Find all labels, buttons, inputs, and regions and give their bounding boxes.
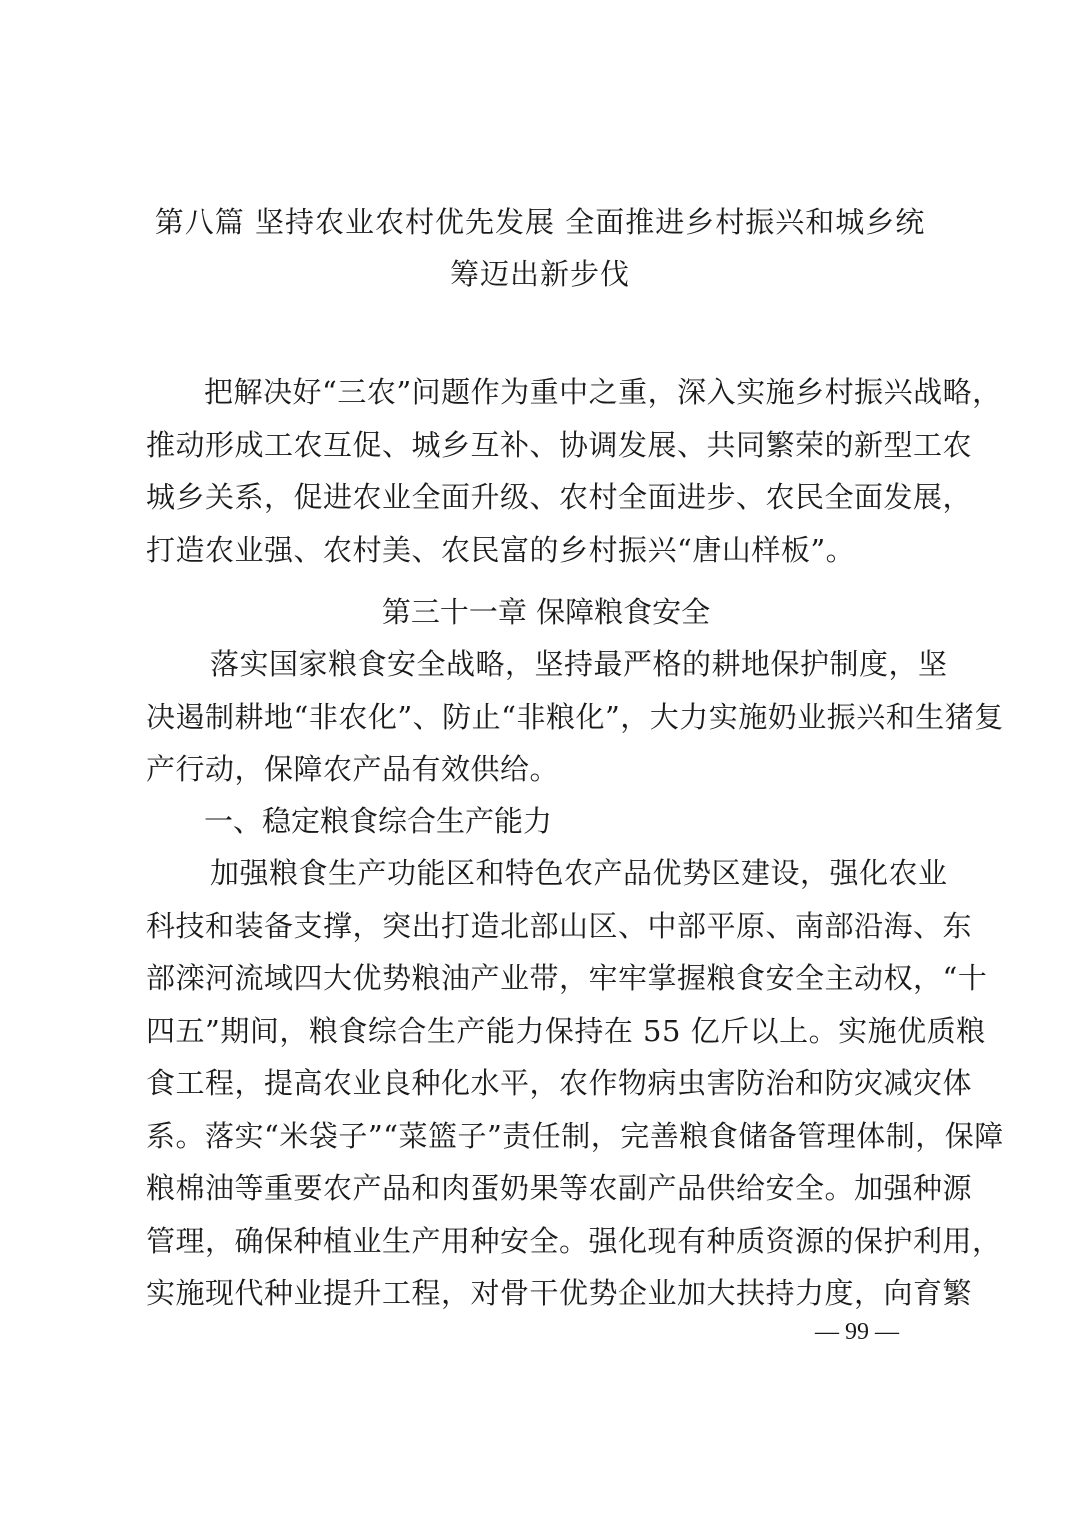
section-line: 粮棉油等重要农产品和肉蛋奶果等农副产品供给安全。加强种源	[146, 1171, 973, 1205]
part-title-line-1: 第八篇 坚持农业农村优先发展 全面推进乡村振兴和城乡统	[154, 205, 926, 239]
section-line: 四五”期间，粮食综合生产能力保持在 55 亿斤以上。实施优质粮	[146, 1013, 986, 1048]
part-title-line-2: 筹迈出新步伐	[449, 257, 630, 291]
section-line: 科技和装备支撑，突出打造北部山区、中部平原、南部沿海、东	[146, 908, 973, 943]
section-line: 食工程，提高农业良种化水平，农作物病虫害防治和防灾减灾体	[146, 1066, 973, 1100]
chapter-intro-paragraph	[146, 638, 1004, 796]
section-title: 一、稳定粮食综合生产能力	[204, 804, 553, 838]
section-line: 实施现代种业提升工程，对骨干优势企业加大扶持力度，向育繁	[146, 1276, 973, 1310]
chapter-intro-line: 决遏制耕地“非农化”、防止“非粮化”，大力实施奶业振兴和生猪复	[146, 699, 1004, 734]
chapter-intro-line: 落实国家粮食安全战略，坚持最严格的耕地保护制度，坚	[210, 647, 948, 681]
intro-paragraph	[146, 366, 1002, 576]
intro-line: 把解决好“三农”问题作为重中之重，深入实施乡村振兴战略，	[204, 375, 1002, 409]
chapter-title: 第三十一章 保障粮食安全	[381, 595, 711, 629]
section-line: 加强粮食生产功能区和特色农产品优势区建设，强化农业	[210, 856, 948, 890]
intro-line: 打造农业强、农村美、农民富的乡村振兴“唐山样板”。	[146, 532, 856, 567]
intro-line: 城乡关系，促进农业全面升级、农村全面进步、农民全面发展，	[146, 480, 973, 514]
page-number: — 99 —	[815, 1319, 899, 1345]
section-paragraph	[146, 847, 1004, 1320]
chapter-intro-line: 产行动，保障农产品有效供给。	[146, 752, 560, 786]
section-line: 部滦河流域四大优势粮油产业带，牢牢掌握粮食安全主动权，“十	[146, 961, 988, 995]
intro-line: 推动形成工农互促、城乡互补、协调发展、共同繁荣的新型工农	[146, 427, 973, 462]
section-line: 管理，确保种植业生产用种安全。强化现有种质资源的保护利用，	[146, 1223, 1002, 1258]
section-line: 系。落实“米袋子”“菜篮子”责任制，完善粮食储备管理体制，保障	[146, 1118, 1004, 1153]
